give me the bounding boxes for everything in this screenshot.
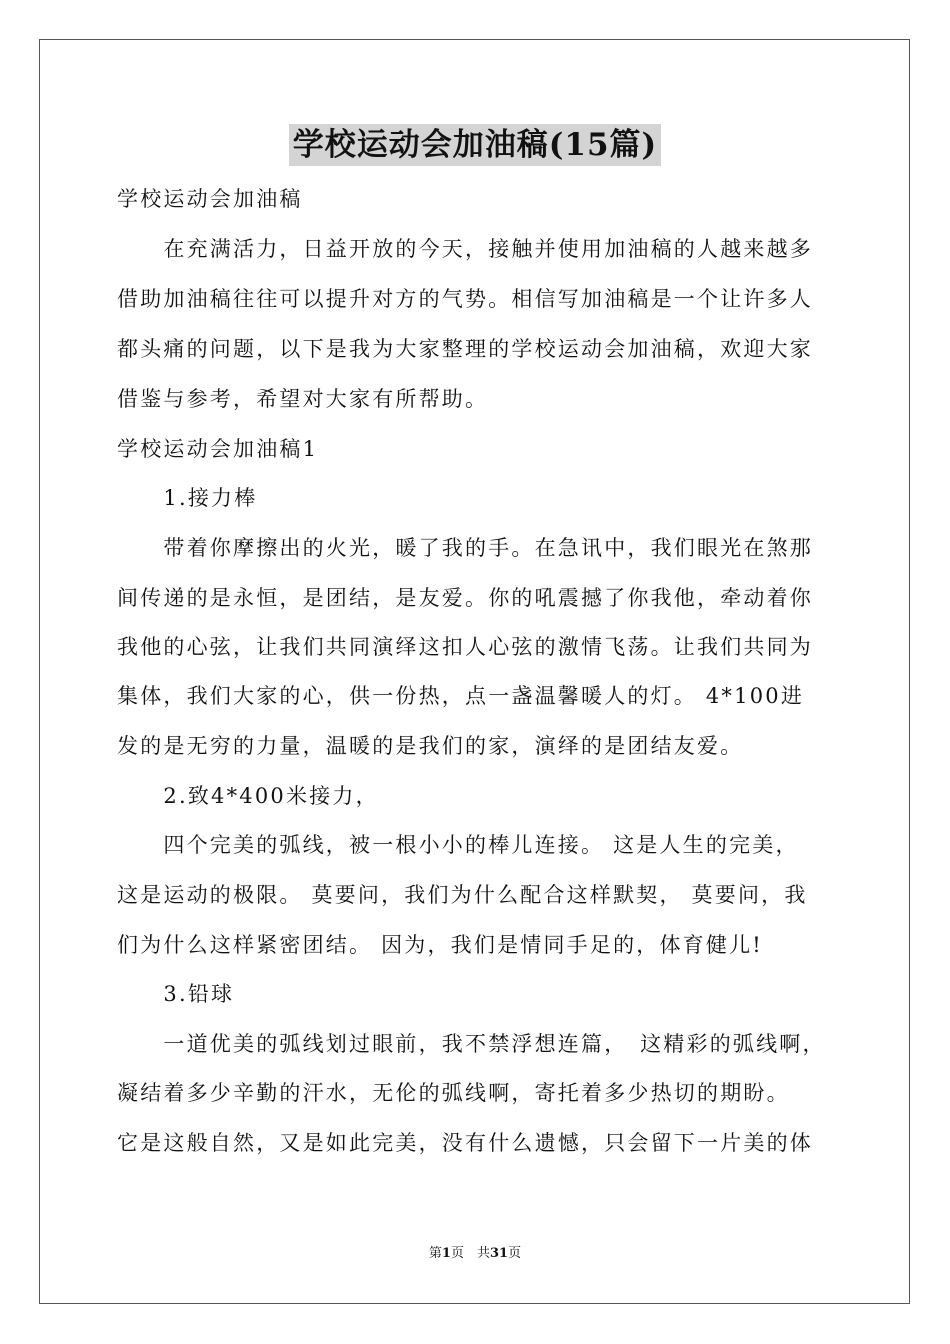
text-line: 这是运动的极限。 莫要问，我们为什么配合这样默契， 莫要问，我	[117, 883, 808, 907]
text-line: 借鉴与参考，希望对大家有所帮助。	[117, 387, 489, 411]
document-title: 学校运动会加油稿(15篇)	[289, 124, 661, 166]
text-line: 借助加油稿往往可以提升对方的气势。相信写加油稿是一个让许多人	[117, 287, 813, 311]
text-line: 它是这般自然，又是如此完美，没有什么遗憾，只会留下一片美的体	[117, 1131, 813, 1155]
text-line: 一道优美的弧线划过眼前，我不禁浮想连篇， 这精彩的弧线啊，	[117, 1032, 826, 1056]
page-border	[39, 39, 910, 1304]
text-line: 都头痛的问题，以下是我为大家整理的学校运动会加油稿，欢迎大家	[117, 337, 813, 361]
footer-prefix: 第	[428, 1246, 442, 1261]
footer-mid: 页 共	[450, 1246, 490, 1261]
text-line: 2.致4*400米接力，	[117, 784, 379, 808]
text-line: 发的是无穷的力量，温暖的是我们的家，演绎的是团结友爱。	[117, 734, 744, 758]
text-line: 凝结着多少辛勤的汗水，无伦的弧线啊，寄托着多少热切的期盼。	[117, 1081, 790, 1105]
footer-page-number: 1	[441, 1246, 451, 1261]
text-line: 在充满活力，日益开放的今天，接触并使用加油稿的人越来越多	[117, 237, 813, 261]
text-line: 集体，我们大家的心，供一份热，点一盏温馨暖人的灯。 4*100进	[117, 684, 805, 708]
text-line: 带着你摩擦出的火光，暖了我的手。在急讯中，我们眼光在煞那	[117, 536, 813, 560]
text-line: 我他的心弦，让我们共同演绎这扣人心弦的激情飞荡。让我们共同为	[117, 635, 813, 659]
page-footer	[0, 1245, 950, 1263]
text-line: 3.铅球	[117, 982, 235, 1006]
footer-page-total: 31	[489, 1246, 509, 1261]
text-line: 学校运动会加油稿1	[117, 437, 319, 461]
title-container	[0, 124, 950, 166]
text-line: 间传递的是永恒，是团结，是友爱。你的吼震撼了你我他，牵动着你	[117, 586, 813, 610]
text-line: 学校运动会加油稿	[117, 187, 303, 211]
text-line: 1.接力棒	[117, 486, 258, 510]
text-line: 四个完美的弧线，被一根小小的棒儿连接。 这是人生的完美，	[117, 833, 799, 857]
text-line: 们为什么这样紧密团结。 因为，我们是情同手足的，体育健儿!	[117, 933, 763, 957]
footer-suffix: 页	[508, 1246, 522, 1261]
